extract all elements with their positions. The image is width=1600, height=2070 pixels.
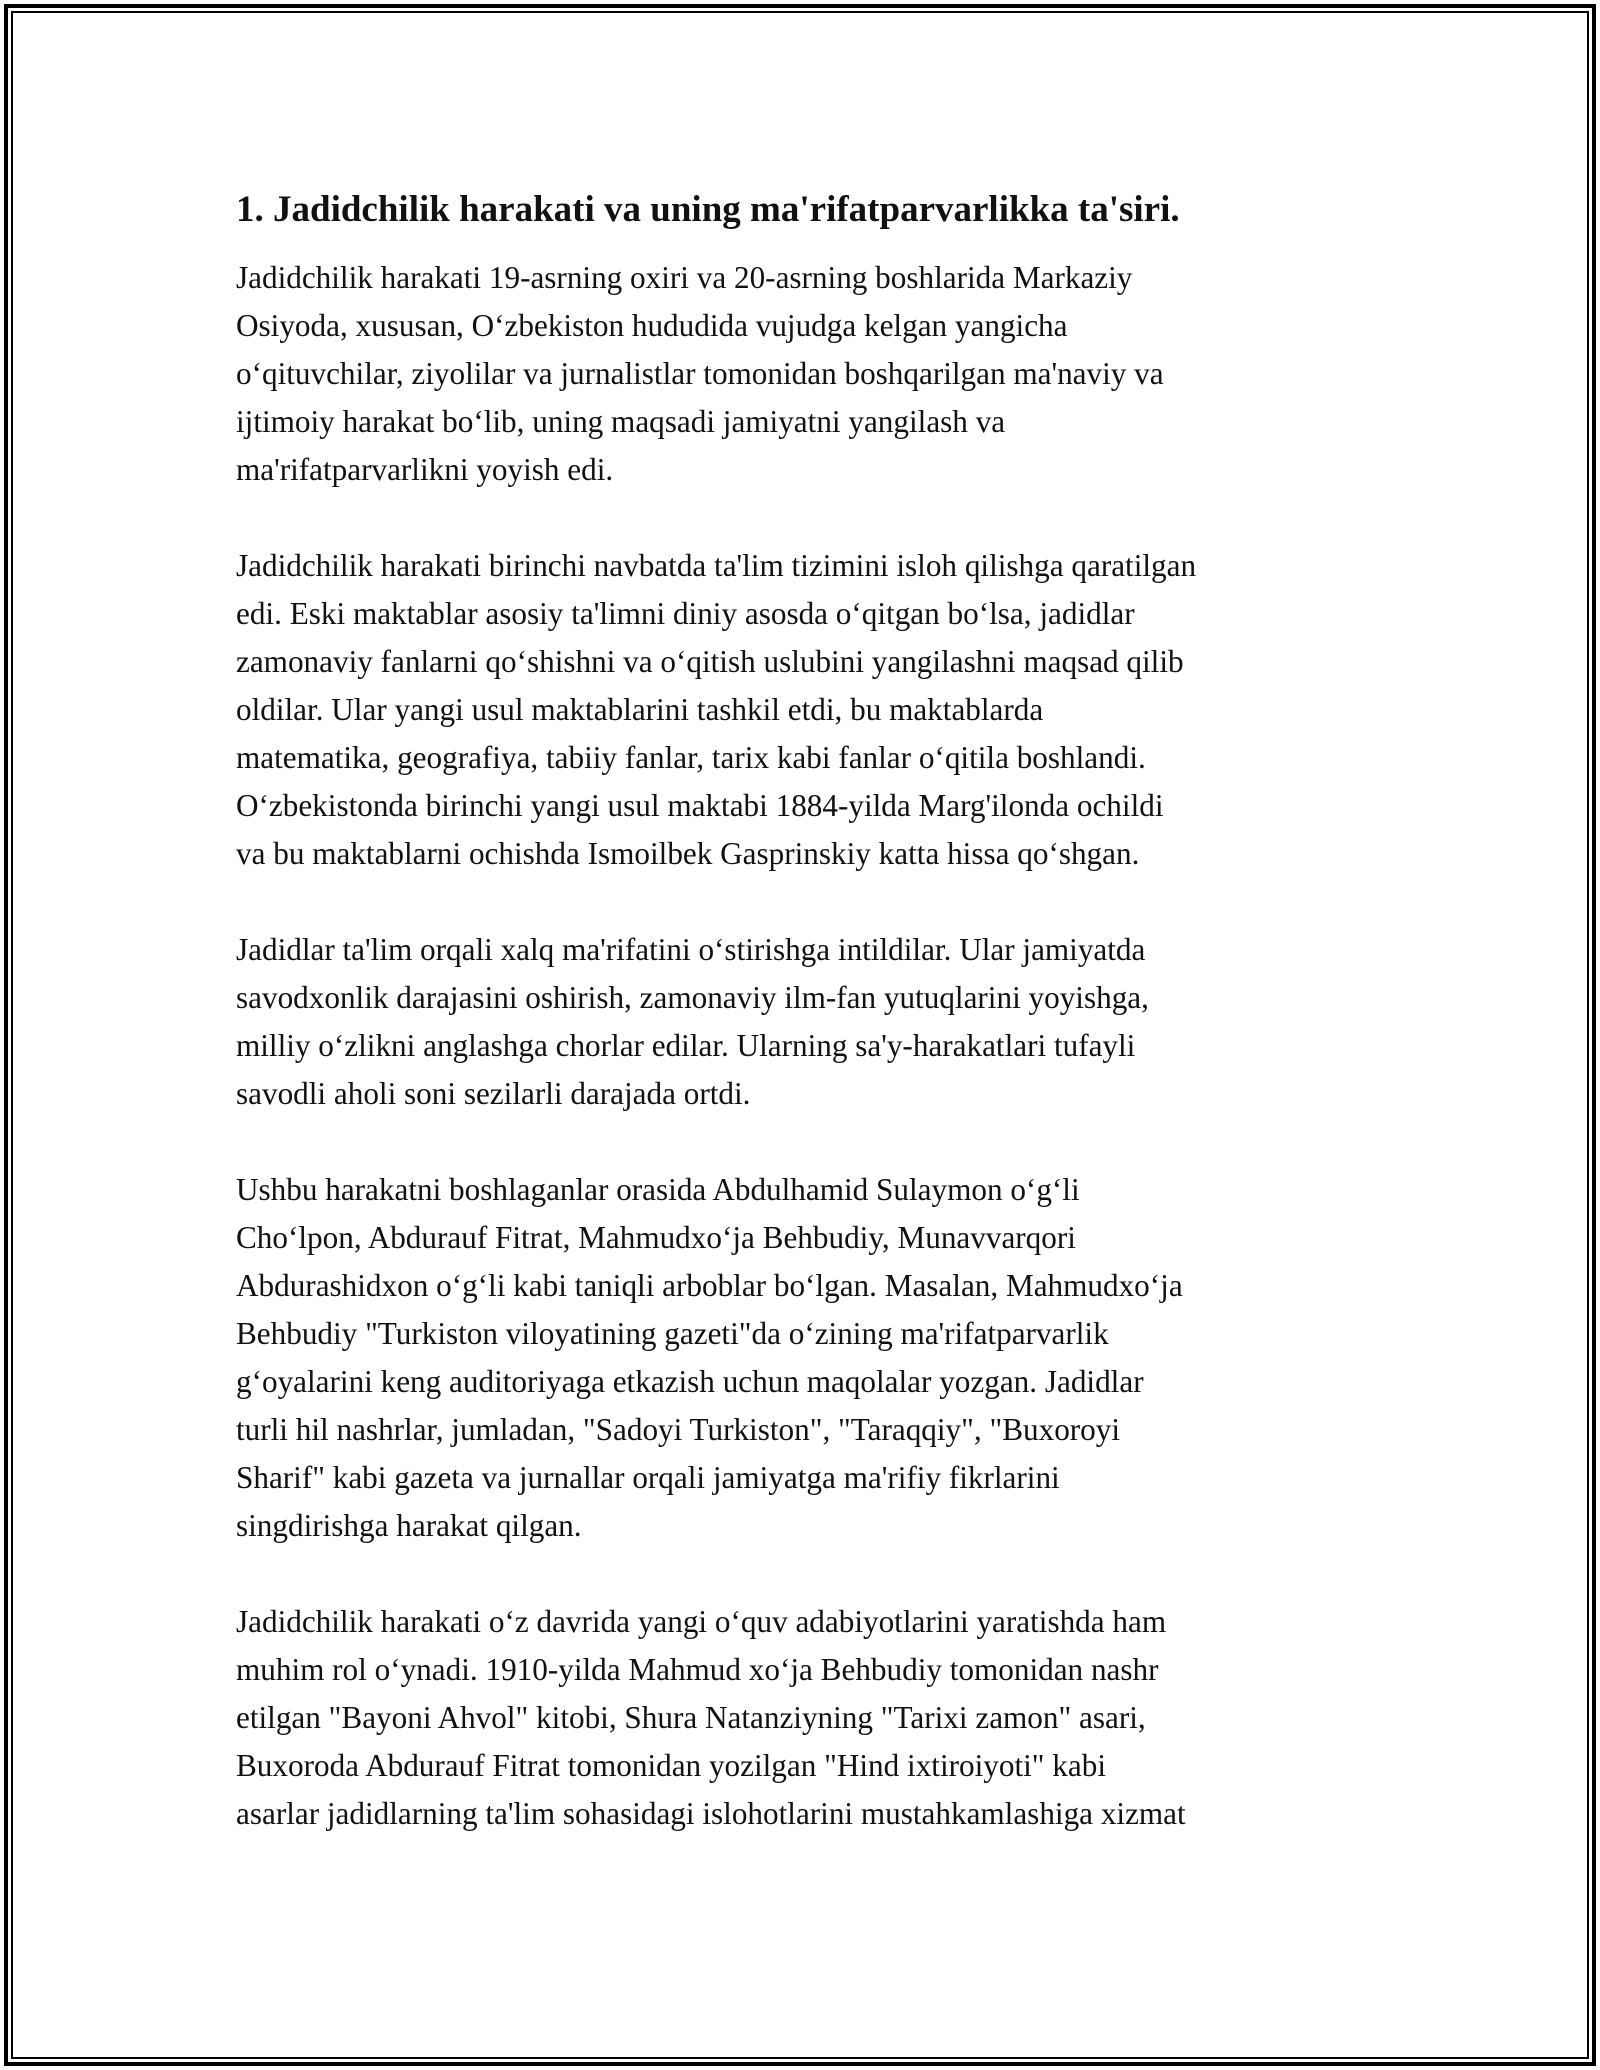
text-line: Buxoroda Abdurauf Fitrat tomonidan yozilgan "Hind ixtiroiyoti" kabi bbox=[236, 1748, 1107, 1783]
text-line: Behbudiy "Turkiston viloyatining gazeti"da o‘zining ma'rifatparvarlik bbox=[236, 1316, 1109, 1351]
text-line: g‘oyalarini keng auditoriyaga etkazish uchun maqolalar yozgan. Jadidlar bbox=[236, 1364, 1144, 1399]
text-line: Jadidlar ta'lim orqali xalq ma'rifatini o‘stirishga intildilar. Ular jamiyatda bbox=[236, 932, 1146, 967]
text-line: savodli aholi soni sezilarli darajada ortdi. bbox=[236, 1076, 751, 1111]
text-line: o‘qituvchilar, ziyolilar va jurnalistlar tomonidan boshqarilgan ma'naviy va bbox=[236, 356, 1164, 391]
paragraph-3 bbox=[236, 926, 1376, 1118]
text-line: singdirishga harakat qilgan. bbox=[236, 1508, 582, 1543]
text-line: ma'rifatparvarlikni yoyish edi. bbox=[236, 452, 614, 487]
text-line: Jadidchilik harakati o‘z davrida yangi o‘quv adabiyotlarini yaratishda ham bbox=[236, 1604, 1167, 1639]
text-line: Ushbu harakatni boshlaganlar orasida Abdulhamid Sulaymon o‘g‘li bbox=[236, 1172, 1080, 1207]
text-line: zamonaviy fanlarni qo‘shishni va o‘qitish uslubini yangilashni maqsad qilib bbox=[236, 644, 1184, 679]
text-line: Jadidchilik harakati birinchi navbatda ta'lim tizimini isloh qilishga qaratilgan bbox=[236, 548, 1197, 583]
text-line: oldilar. Ular yangi usul maktablarini tashkil etdi, bu maktablarda bbox=[236, 692, 1044, 727]
text-line: O‘zbekistonda birinchi yangi usul maktabi 1884-yilda Marg'ilonda ochildi bbox=[236, 788, 1164, 823]
text-line: asarlar jadidlarning ta'lim sohasidagi islohotlarini mustahkamlashiga xizmat bbox=[236, 1796, 1186, 1831]
text-line: Cho‘lpon, Abdurauf Fitrat, Mahmudxo‘ja Behbudiy, Munavvarqori bbox=[236, 1220, 1076, 1255]
text-line: Jadidchilik harakati 19-asrning oxiri va 20-asrning boshlarida Markaziy bbox=[236, 260, 1133, 295]
paragraph-2 bbox=[236, 542, 1376, 878]
paragraph-5 bbox=[236, 1598, 1376, 1838]
paragraph-4 bbox=[236, 1166, 1376, 1550]
text-line: matematika, geografiya, tabiiy fanlar, tarix kabi fanlar o‘qitila boshlandi. bbox=[236, 740, 1146, 775]
text-line: milliy o‘zlikni anglashga chorlar edilar. Ularning sa'y-harakatlari tufayli bbox=[236, 1028, 1136, 1063]
text-line: muhim rol o‘ynadi. 1910-yilda Mahmud xo‘ja Behbudiy tomonidan nashr bbox=[236, 1652, 1159, 1687]
document-body bbox=[236, 186, 1376, 1838]
text-line: savodxonlik darajasini oshirish, zamonaviy ilm-fan yutuqlarini yoyishga, bbox=[236, 980, 1149, 1015]
text-line: edi. Eski maktablar asosiy ta'limni diniy asosda o‘qitgan bo‘lsa, jadidlar bbox=[236, 596, 1135, 631]
paragraph-1 bbox=[236, 254, 1376, 494]
text-line: Sharif" kabi gazeta va jurnallar orqali jamiyatga ma'rifiy fikrlarini bbox=[236, 1460, 1060, 1495]
text-line: va bu maktablarni ochishda Ismoilbek Gasprinskiy katta hissa qo‘shgan. bbox=[236, 836, 1140, 871]
text-line: turli hil nashrlar, jumladan, "Sadoyi Turkiston", "Taraqqiy", "Buxoroyi bbox=[236, 1412, 1121, 1447]
text-line: Abdurashidxon o‘g‘li kabi taniqli arboblar bo‘lgan. Masalan, Mahmudxo‘ja bbox=[236, 1268, 1183, 1303]
text-line: Osiyoda, xususan, O‘zbekiston hududida vujudga kelgan yangicha bbox=[236, 308, 1068, 343]
document-title: 1. Jadidchilik harakati va uning ma'rifatparvarlikka ta'siri. bbox=[236, 189, 1180, 230]
text-line: etilgan "Bayoni Ahvol" kitobi, Shura Natanziyning "Tarixi zamon" asari, bbox=[236, 1700, 1146, 1735]
text-line: ijtimoiy harakat bo‘lib, uning maqsadi jamiyatni yangilash va bbox=[236, 404, 1006, 439]
